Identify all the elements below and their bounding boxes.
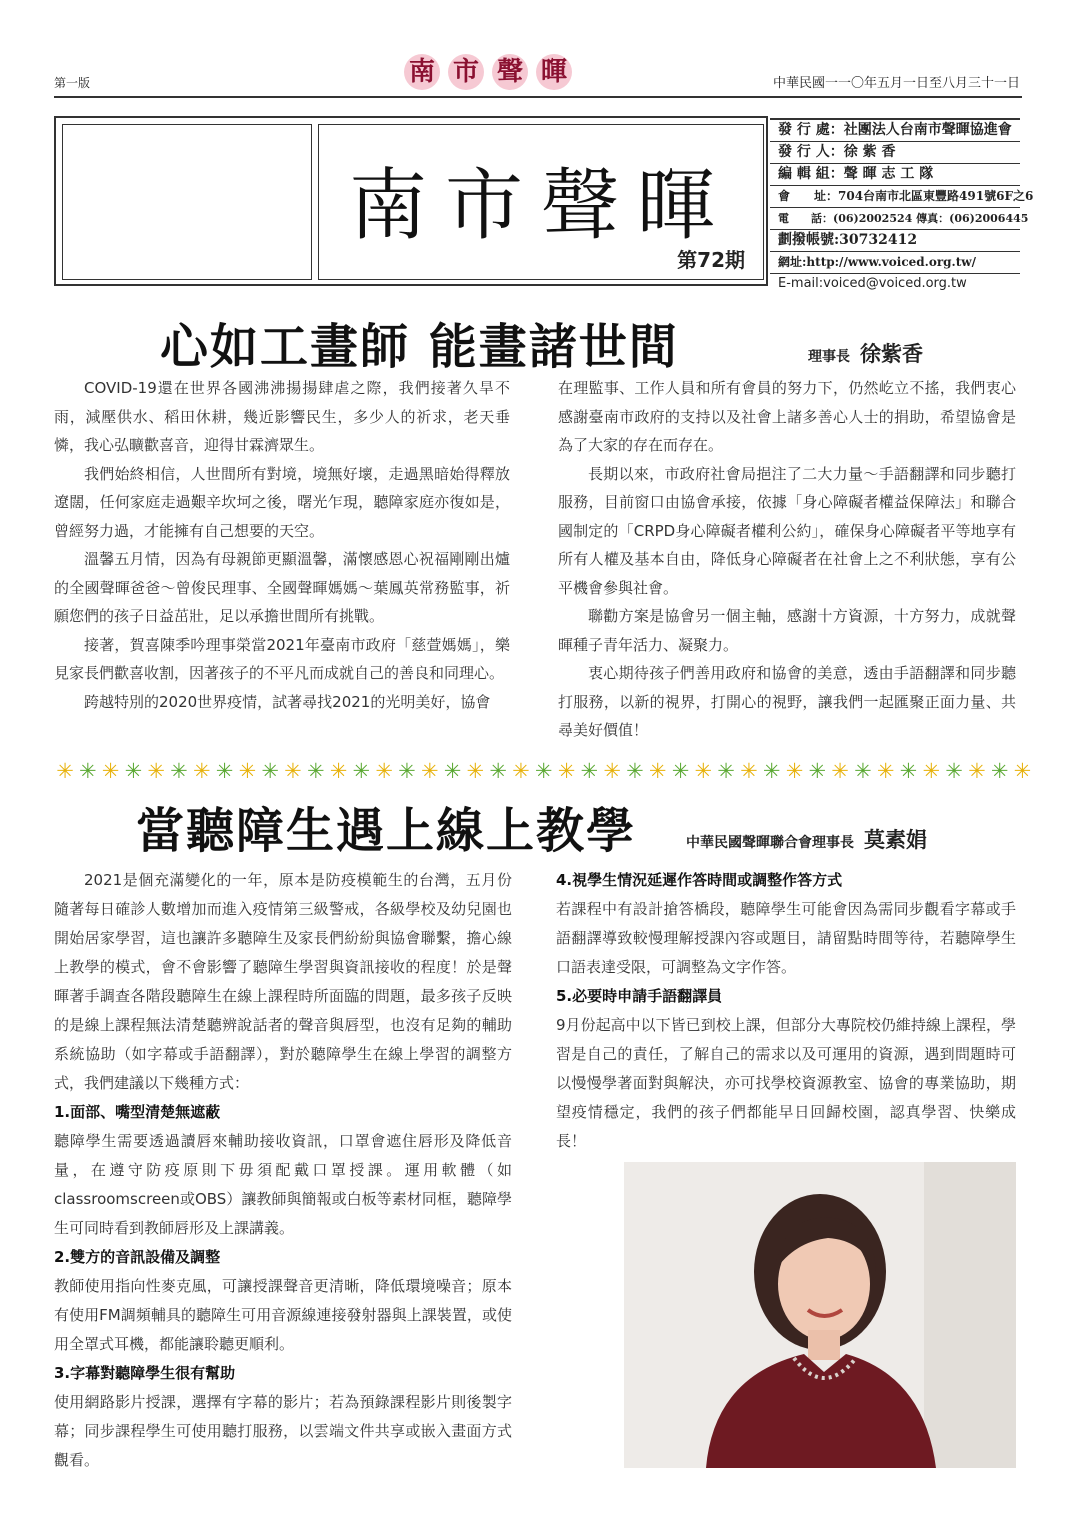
paragraph: 9月份起高中以下皆已到校上課，但部分大專院校仍維持線上課程，學習是自己的責任，了解自己的需求以及可運用的資源，遇到問題時可以慢慢學著面對與解決，亦可找學校資源教室、協會的專業協助，期望疫情穩定，我們的孩子們都能早日回歸校園，認真學習、快樂成長！ (556, 1016, 1016, 1150)
paragraph: 在理監事、工作人員和所有會員的努力下，仍然屹立不搖，我們衷心感謝臺南市政府的支持以及社會上諸多善心人士的捐助，希望協會是為了大家的存在而存在。 (558, 379, 1016, 454)
article1-byline (808, 338, 923, 368)
flower-icon: ✳ (876, 759, 895, 783)
flower-icon: ✳ (489, 759, 507, 783)
newspaper-title: 南市聲暉 (349, 161, 734, 251)
section-title: 4.視學生情況延遲作答時間或調整作答方式 (556, 871, 843, 889)
flower-icon: ✳ (626, 759, 644, 783)
flower-icon: ✳ (215, 759, 234, 783)
flower-icon: ✳ (375, 759, 393, 783)
title-cell (318, 124, 764, 280)
paragraph: COVID-19還在世界各國沸沸揚揚肆虐之際，我們接著久旱不雨，減壓供水、稻田休耕，幾近影響民生，多少人的祈求，老天垂憐，我心弘曠歡喜音，迎得甘霖濟眾生。 (54, 379, 510, 454)
issue-number: 第72期 (677, 248, 745, 272)
top-rule (54, 96, 1022, 98)
flower-icon: ✳ (443, 759, 462, 783)
portrait-illustration (624, 1162, 1016, 1468)
flower-icon: ✳ (56, 759, 74, 783)
flower-icon: ✳ (762, 759, 781, 783)
flower-icon: ✳ (78, 759, 97, 783)
flower-icon: ✳ (466, 759, 485, 783)
flower-icon: ✳ (420, 759, 439, 783)
paragraph: 教師使用指向性麥克風，可讓授課聲音更清晰，降低環境噪音；原本有使用FM調頻輔具的聽障生可用音源線連接發射器與上課裝置，或使用全罩式耳機，都能讓聆聽更順利。 (54, 1277, 512, 1353)
article1-column-left (54, 374, 510, 716)
flower-icon: ✳ (831, 759, 849, 783)
issue-date: 中華民國一一〇年五月一日至八月三十一日 (772, 76, 1020, 91)
flower-icon: ✳ (717, 759, 735, 783)
article1-headline: 心如工畫師 能畫諸世間 (160, 319, 679, 375)
heart-glyph: 聲 (488, 52, 532, 92)
article1-column-right (558, 374, 1016, 745)
flower-icon: ✳ (124, 759, 143, 783)
flower-icon: ✳ (534, 759, 553, 783)
flower-icon: ✳ (990, 759, 1009, 783)
paragraph: 聽障學生需要透過讀唇來輔助接收資訊，口罩會遮住唇形及降低音量，在遵守防疫原則下毋須配戴口罩授課。運用軟體（如classroomscreen或OBS）讓教師與簡報或白板等素材同框，聽障學生可同時看到教師唇形及上課講義。 (54, 1132, 512, 1237)
page-label: 第一版 (54, 76, 91, 90)
flower-icon: ✳ (648, 759, 667, 783)
flower-icon: ✳ (785, 759, 804, 783)
heart-glyph: 市 (444, 52, 488, 92)
blank-cell (62, 124, 312, 280)
flower-icon: ✳ (694, 759, 713, 783)
info-editor: 編 輯 組：聲 暉 志 工 隊 (770, 164, 1020, 186)
flower-icon: ✳ (147, 759, 165, 783)
flower-icon: ✳ (284, 759, 302, 783)
paragraph: 跨越特別的2020世界疫情，試著尋找2021的光明美好，協會 (84, 692, 491, 711)
section-title: 2.雙方的音訊設備及調整 (54, 1248, 221, 1266)
flower-icon: ✳ (1013, 759, 1032, 783)
publisher-info (770, 118, 1034, 294)
info-email: E-mail:voiced@voiced.org.tw (778, 276, 967, 291)
flower-icon: ✳ (261, 759, 279, 783)
article2-column-right (556, 866, 1016, 1156)
title-box (54, 116, 768, 286)
flower-icon: ✳ (740, 759, 758, 783)
section-title: 3.字幕對聽障學生很有幫助 (54, 1364, 236, 1382)
paragraph: 我們始終相信，人世間所有對境，境無好壞，走過黑暗始得釋放遼闊，任何家庭走過艱辛坎坷之後，曙光乍現，聽障家庭亦復如是，曾經努力過，才能擁有自己想要的天空。 (54, 464, 510, 540)
flower-icon: ✳ (603, 759, 621, 783)
flower-divider (54, 759, 1032, 784)
flower-icon: ✳ (238, 759, 257, 783)
info-publisher: 發 行 處：社團法人台南市聲暉協進會 (770, 118, 1020, 142)
info-phone: 電 話：(06)2002524 傳真：(06)2006445 (770, 208, 1020, 230)
byline-name: 莫素娟 (864, 828, 927, 852)
flower-icon: ✳ (398, 759, 416, 783)
paragraph: 若課程中有設計搶答橋段，聽障學生可能會因為需同步觀看字幕或手語翻譯導致較慢理解授課內容或題目，請留點時間等待，若聽障學生口語表達受限，可調整為文字作答。 (556, 900, 1016, 976)
paragraph: 溫馨五月情，因為有母親節更顯溫馨，滿懷感恩心祝福剛剛出爐的全國聲暉爸爸～曾俊民理事、全國聲暉媽媽～葉鳳英常務監事，祈願您們的孩子日益茁壯，足以承擔世間所有挑戰。 (54, 550, 510, 625)
flower-icon: ✳ (945, 759, 963, 783)
paragraph: 2021是個充滿變化的一年，原本是防疫模範生的台灣，五月份隨著每日確診人數增加而進入疫情第三級警戒，各級學校及幼兒園也開始居家學習，這也讓許多聽障生及家長們紛紛與協會聯繫，擔心線上教學的模式，會不會影響了聽障生學習與資訊接收的程度！於是聲暉著手調查各階段聽障生在線上課程時所面臨的問題，最多孩子反映的是線上課程無法清楚聽辨說話者的聲音與唇型，也沒有足夠的輔助系統協助（如字幕或手語翻譯），對於聽障學生在線上學習的調整方式，我們建議以下幾種方式： (54, 871, 512, 1092)
article2-headline: 當聽障生遇上線上教學 (136, 803, 637, 859)
flower-icon: ✳ (808, 759, 827, 783)
paragraph: 長期以來，市政府社會局挹注了二大力量～手語翻譯和同步聽打服務，目前窗口由協會承接，依據「身心障礙者權益保障法」和聯合國制定的「CRPD身心障礙者權利公約」，確保身心障礙者平等地享有所有人權及基本自由，降低身心障礙者在社會上之不利狀態，享有公平機會參與社會。 (558, 464, 1016, 597)
info-website: 網址:http://www.voiced.org.tw/ (770, 252, 1020, 274)
flower-icon: ✳ (580, 759, 599, 783)
flower-icon: ✳ (170, 759, 188, 783)
flower-icon: ✳ (899, 759, 918, 783)
paragraph: 聯勸方案是協會另一個主軸，感謝十方資源，十方努力，成就聲暉種子青年活力、凝聚力。 (558, 607, 1016, 654)
article2-byline (686, 824, 927, 854)
section-title: 5.必要時申請手語翻譯員 (556, 987, 723, 1005)
info-address: 會 址：704台南市北區東豐路491號6F之6 (770, 186, 1020, 208)
info-issuer: 發 行 人：徐 紫 香 (770, 142, 1020, 164)
flower-icon: ✳ (671, 759, 690, 783)
masthead-logo (400, 52, 580, 96)
paragraph: 衷心期待孩子們善用政府和協會的美意，透由手語翻譯和同步聽打服務，以新的視界，打開心的視野，讓我們一起匯聚正面力量、共尋美好價值！ (558, 664, 1016, 739)
flower-icon: ✳ (512, 759, 530, 783)
flower-icon: ✳ (192, 759, 211, 783)
flower-icon: ✳ (854, 759, 872, 783)
paragraph: 使用網路影片授課，選擇有字幕的影片；若為預錄課程影片則後製字幕；同步課程學生可使用聽打服務，以雲端文件共享或嵌入畫面方式觀看。 (54, 1393, 512, 1469)
flower-icon: ✳ (557, 759, 576, 783)
flower-icon: ✳ (329, 759, 348, 783)
portrait-photo (624, 1162, 1016, 1468)
flower-icon: ✳ (306, 759, 325, 783)
byline-role: 中華民國聲暉聯合會理事長 (686, 835, 854, 851)
flower-icon: ✳ (922, 759, 941, 783)
flower-icon: ✳ (352, 759, 371, 783)
flower-icon: ✳ (101, 759, 120, 783)
article2-column-left (54, 866, 512, 1475)
byline-name: 徐紫香 (860, 342, 923, 366)
flower-icon: ✳ (968, 759, 986, 783)
byline-role: 理事長 (808, 349, 850, 365)
info-account: 劃撥帳號:30732412 (770, 230, 1020, 252)
section-title: 1.面部、嘴型清楚無遮蔽 (54, 1103, 221, 1121)
heart-glyph: 暉 (532, 52, 576, 92)
heart-glyph: 南 (400, 52, 444, 92)
paragraph: 接著，賀喜陳季吟理事榮當2021年臺南市政府「慈萱媽媽」，樂見家長們歡喜收割，因著孩子的不平凡而成就自己的善良和同理心。 (54, 635, 510, 682)
